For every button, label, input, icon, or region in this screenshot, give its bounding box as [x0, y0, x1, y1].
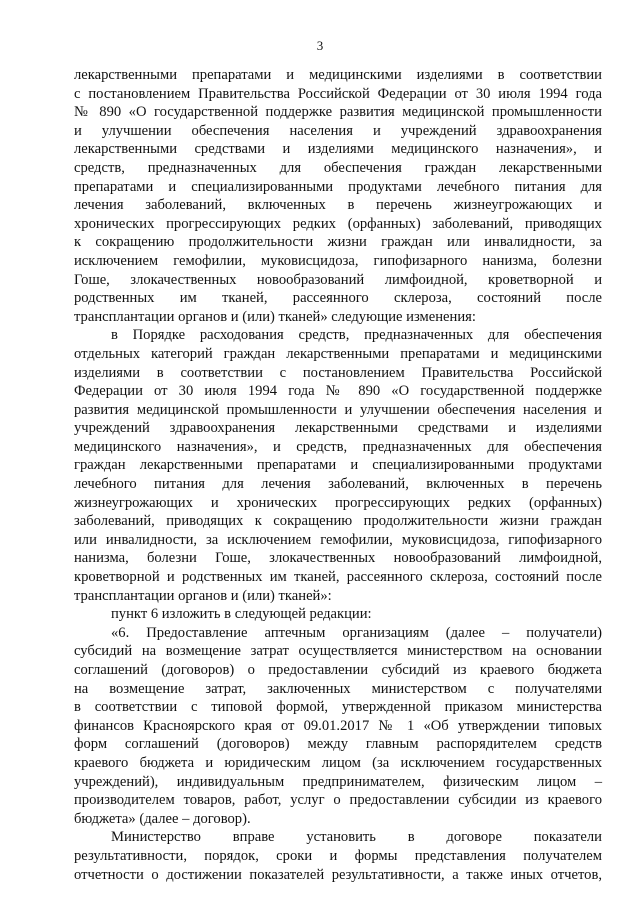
text-line: трансплантации органов и (или) тканей» следующие изменения: — [74, 308, 476, 325]
text-line: препаратами и специализированными продуктами лечебного питания для — [74, 178, 602, 195]
text-line: отчетности о достижении показателей результативности, а также иных отчетов, — [74, 866, 602, 883]
text-line: хронических прогрессирующих редких (орфанных) заболеваний, приводящих — [74, 215, 602, 232]
text-line: бюджета» (далее – договор). — [74, 810, 251, 827]
text-line: Гоше, злокачественных новообразований лимфоидной, кроветворной и — [74, 271, 602, 288]
text-line: нанизма, болезни Гоше, злокачественных новообразований лимфоидной, — [74, 550, 602, 567]
text-line: Министерство вправе установить в договоре показатели — [111, 829, 602, 846]
text-line: исключением гемофилии, муковисцидоза, гипофизарного нанизма, болезни — [74, 252, 602, 269]
text-line: граждан лекарственными препаратами и специализированными продуктами — [74, 457, 602, 474]
text-line: учреждений здравоохранения лекарственными средствами и изделиями — [74, 420, 602, 437]
text-line: кроветворной и родственных им тканей, рассеянного склероза, состояний после — [74, 569, 602, 586]
text-line: лекарственными препаратами и медицинскими изделиями в соответствии — [74, 67, 602, 83]
text-line: с постановлением Правительства Российской Федерации от 30 июля 1994 года — [74, 85, 602, 102]
text-line: «6. Предоставление аптечным организациям (далее – получатели) — [111, 624, 602, 641]
text-line: в соответствии с типовой формой, утвержденной приказом министерства — [74, 699, 602, 716]
text-line: развития медицинской промышленности и улучшении обеспечения населения и — [74, 401, 602, 418]
text-line: трансплантации органов и (или) тканей»: — [74, 587, 332, 604]
page-number: 3 — [316, 38, 324, 53]
text-line: к сокращению продолжительности жизни граждан или инвалидности, за — [74, 234, 602, 251]
text-line: соглашений (договоров) о предоставлении субсидий из краевого бюджета — [74, 662, 602, 678]
text-line: заболеваний, приводящих к сокращению продолжительности жизни граждан — [74, 513, 602, 530]
text-line: и улучшении обеспечения населения и учреждений здравоохранения — [74, 122, 602, 139]
text-line: пункт 6 изложить в следующей редакции: — [111, 606, 372, 623]
text-line: средств, предназначенных для обеспечения граждан лекарственными — [74, 159, 602, 176]
text-line: медицинского назначения», и средств, предназначенных для обеспечения — [74, 438, 602, 455]
text-line: производителем товаров, работ, услуг о предоставлении субсидии из краевого — [74, 792, 602, 809]
text-line: учреждений), индивидуальным предпринимателем, физическим лицом – — [74, 773, 602, 790]
text-line: лечения заболеваний, включенных в перечень жизнеугрожающих и — [74, 197, 602, 214]
text-line: отдельных категорий граждан лекарственными препаратами и медицинскими — [74, 345, 602, 362]
text-line: Федерации от 30 июля 1994 года № 890 «О государственной поддержке — [74, 383, 602, 400]
text-line: лечебного питания для лечения заболеваний, включенных в перечень — [74, 476, 602, 493]
text-line: № 890 «О государственной поддержке развития медицинской промышленности — [74, 104, 602, 121]
text-line: родственных им тканей, рассеянного склероза, состояний после — [74, 290, 602, 307]
text-line: субсидий на возмещение затрат осуществляется министерством на основании — [74, 643, 602, 660]
text-line: лекарственными средствами и изделиями медицинского назначения», и — [74, 141, 602, 158]
text-line: на возмещение затрат, заключенных министерством с получателями — [74, 680, 602, 697]
text-line: или инвалидности, за исключением гемофилии, муковисцидоза, гипофизарного — [74, 531, 602, 548]
text-line: финансов Красноярского края от 09.01.2017 № 1 «Об утверждении типовых — [74, 717, 602, 734]
text-line: форм соглашений (договоров) между главным распорядителем средств — [74, 736, 602, 753]
text-line: результативности, порядок, сроки и формы представления получателем — [74, 847, 602, 864]
text-line: в Порядке расходования средств, предназначенных для обеспечения — [111, 327, 602, 344]
text-line: изделиями в соответствии с постановлением Правительства Российской — [74, 364, 602, 381]
text-line: жизнеугрожающих и хронических прогрессирующих редких (орфанных) — [74, 494, 602, 511]
document-body — [74, 66, 602, 884]
text-line: краевого бюджета и юридическим лицом (за исключением государственных — [74, 754, 602, 771]
